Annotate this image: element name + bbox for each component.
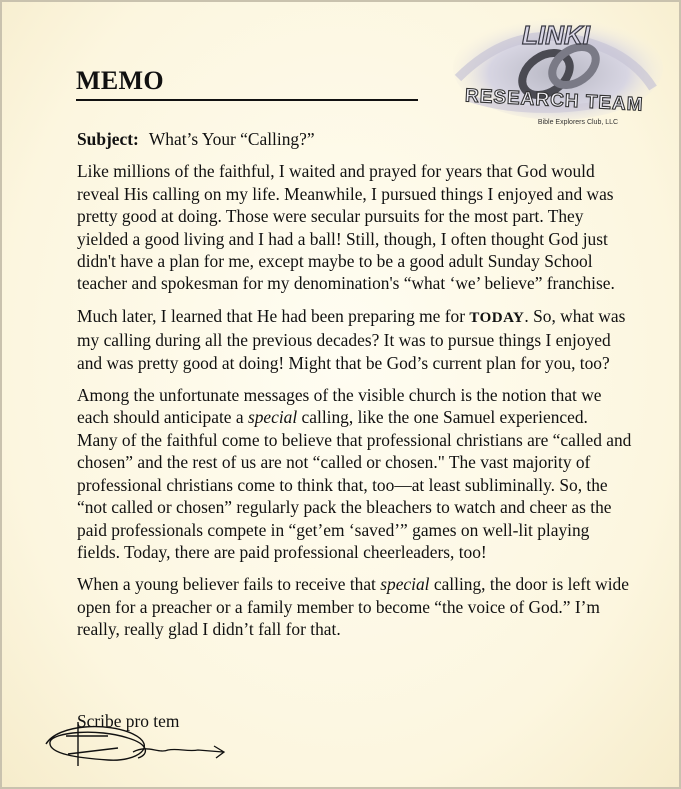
paragraph-4-end: calling, the door is left wide open for a preacher or a family member to become “the voice of God.” I’m really, really glad I didn’t fall for that.	[77, 574, 629, 640]
handwritten-signature	[38, 714, 228, 770]
paragraph-3-start: Among the unfortunate messages of the visible church is the notion that we each should anticipate a	[77, 385, 602, 428]
title-underline	[76, 99, 418, 101]
memo-title: MEMO	[76, 66, 164, 95]
paragraph-2-start: Much later, I learned that He had been preparing me for	[77, 305, 470, 326]
signoff-line: Scribe pro tem	[77, 711, 180, 731]
special-emphasis-2: special	[380, 574, 430, 595]
subject-label: Subject:	[77, 129, 139, 149]
paragraph-2-end: . So, what was my calling during all the previous decades? It was to pursue things I enjoyed and was pretty good at doing! Might that be God’s current plan for you, too?	[77, 305, 626, 373]
linki-research-team-logo	[438, 8, 668, 136]
subject-line	[77, 128, 632, 150]
special-emphasis: special	[247, 407, 298, 428]
subject-text: What’s Your “Calling?”	[148, 129, 315, 149]
paragraph-1: Like millions of the faithful, I waited and prayed for years that God would reveal His calling on my life. Meanwhile, I pursued things I enjoyed and was pretty good at doing. Those were secular pursuits for the most part. They yielded a good living and I had a ball! Still, though, I often thought God just didn't have a plan for me, except maybe to be a good adult Sunday School teacher and spokesman for my denomination's “what ‘we’ believe” franchise.	[77, 161, 615, 294]
paragraph-3-end: calling, like the one Samuel experienced. Many of the faithful come to believe that professional christians are “called and chosen” and the rest of us are not “called or chosen." The vast majority of professional christians come to think that, too—at least subliminally. So, the “not called or chosen” regularly pack the bleachers to watch and cheer as the paid professionals compete in “get’em ‘saved’” games on well-lit playing fields. Today, there are paid professional cheerleaders, too!	[77, 407, 632, 562]
logo-sub-text: Bible Explorers Club, LLC	[537, 119, 619, 126]
paragraph-3	[77, 384, 632, 563]
memo-body	[77, 128, 632, 651]
today-emphasis: TODAY	[469, 309, 525, 326]
paragraph-4-start: When a young believer fails to receive that	[77, 574, 381, 595]
logo-top-text: LINKI	[522, 20, 590, 50]
paragraph-4	[77, 573, 632, 640]
paragraph-2	[77, 305, 632, 374]
logo-main-text: RESEARCH TEAM	[464, 85, 645, 116]
